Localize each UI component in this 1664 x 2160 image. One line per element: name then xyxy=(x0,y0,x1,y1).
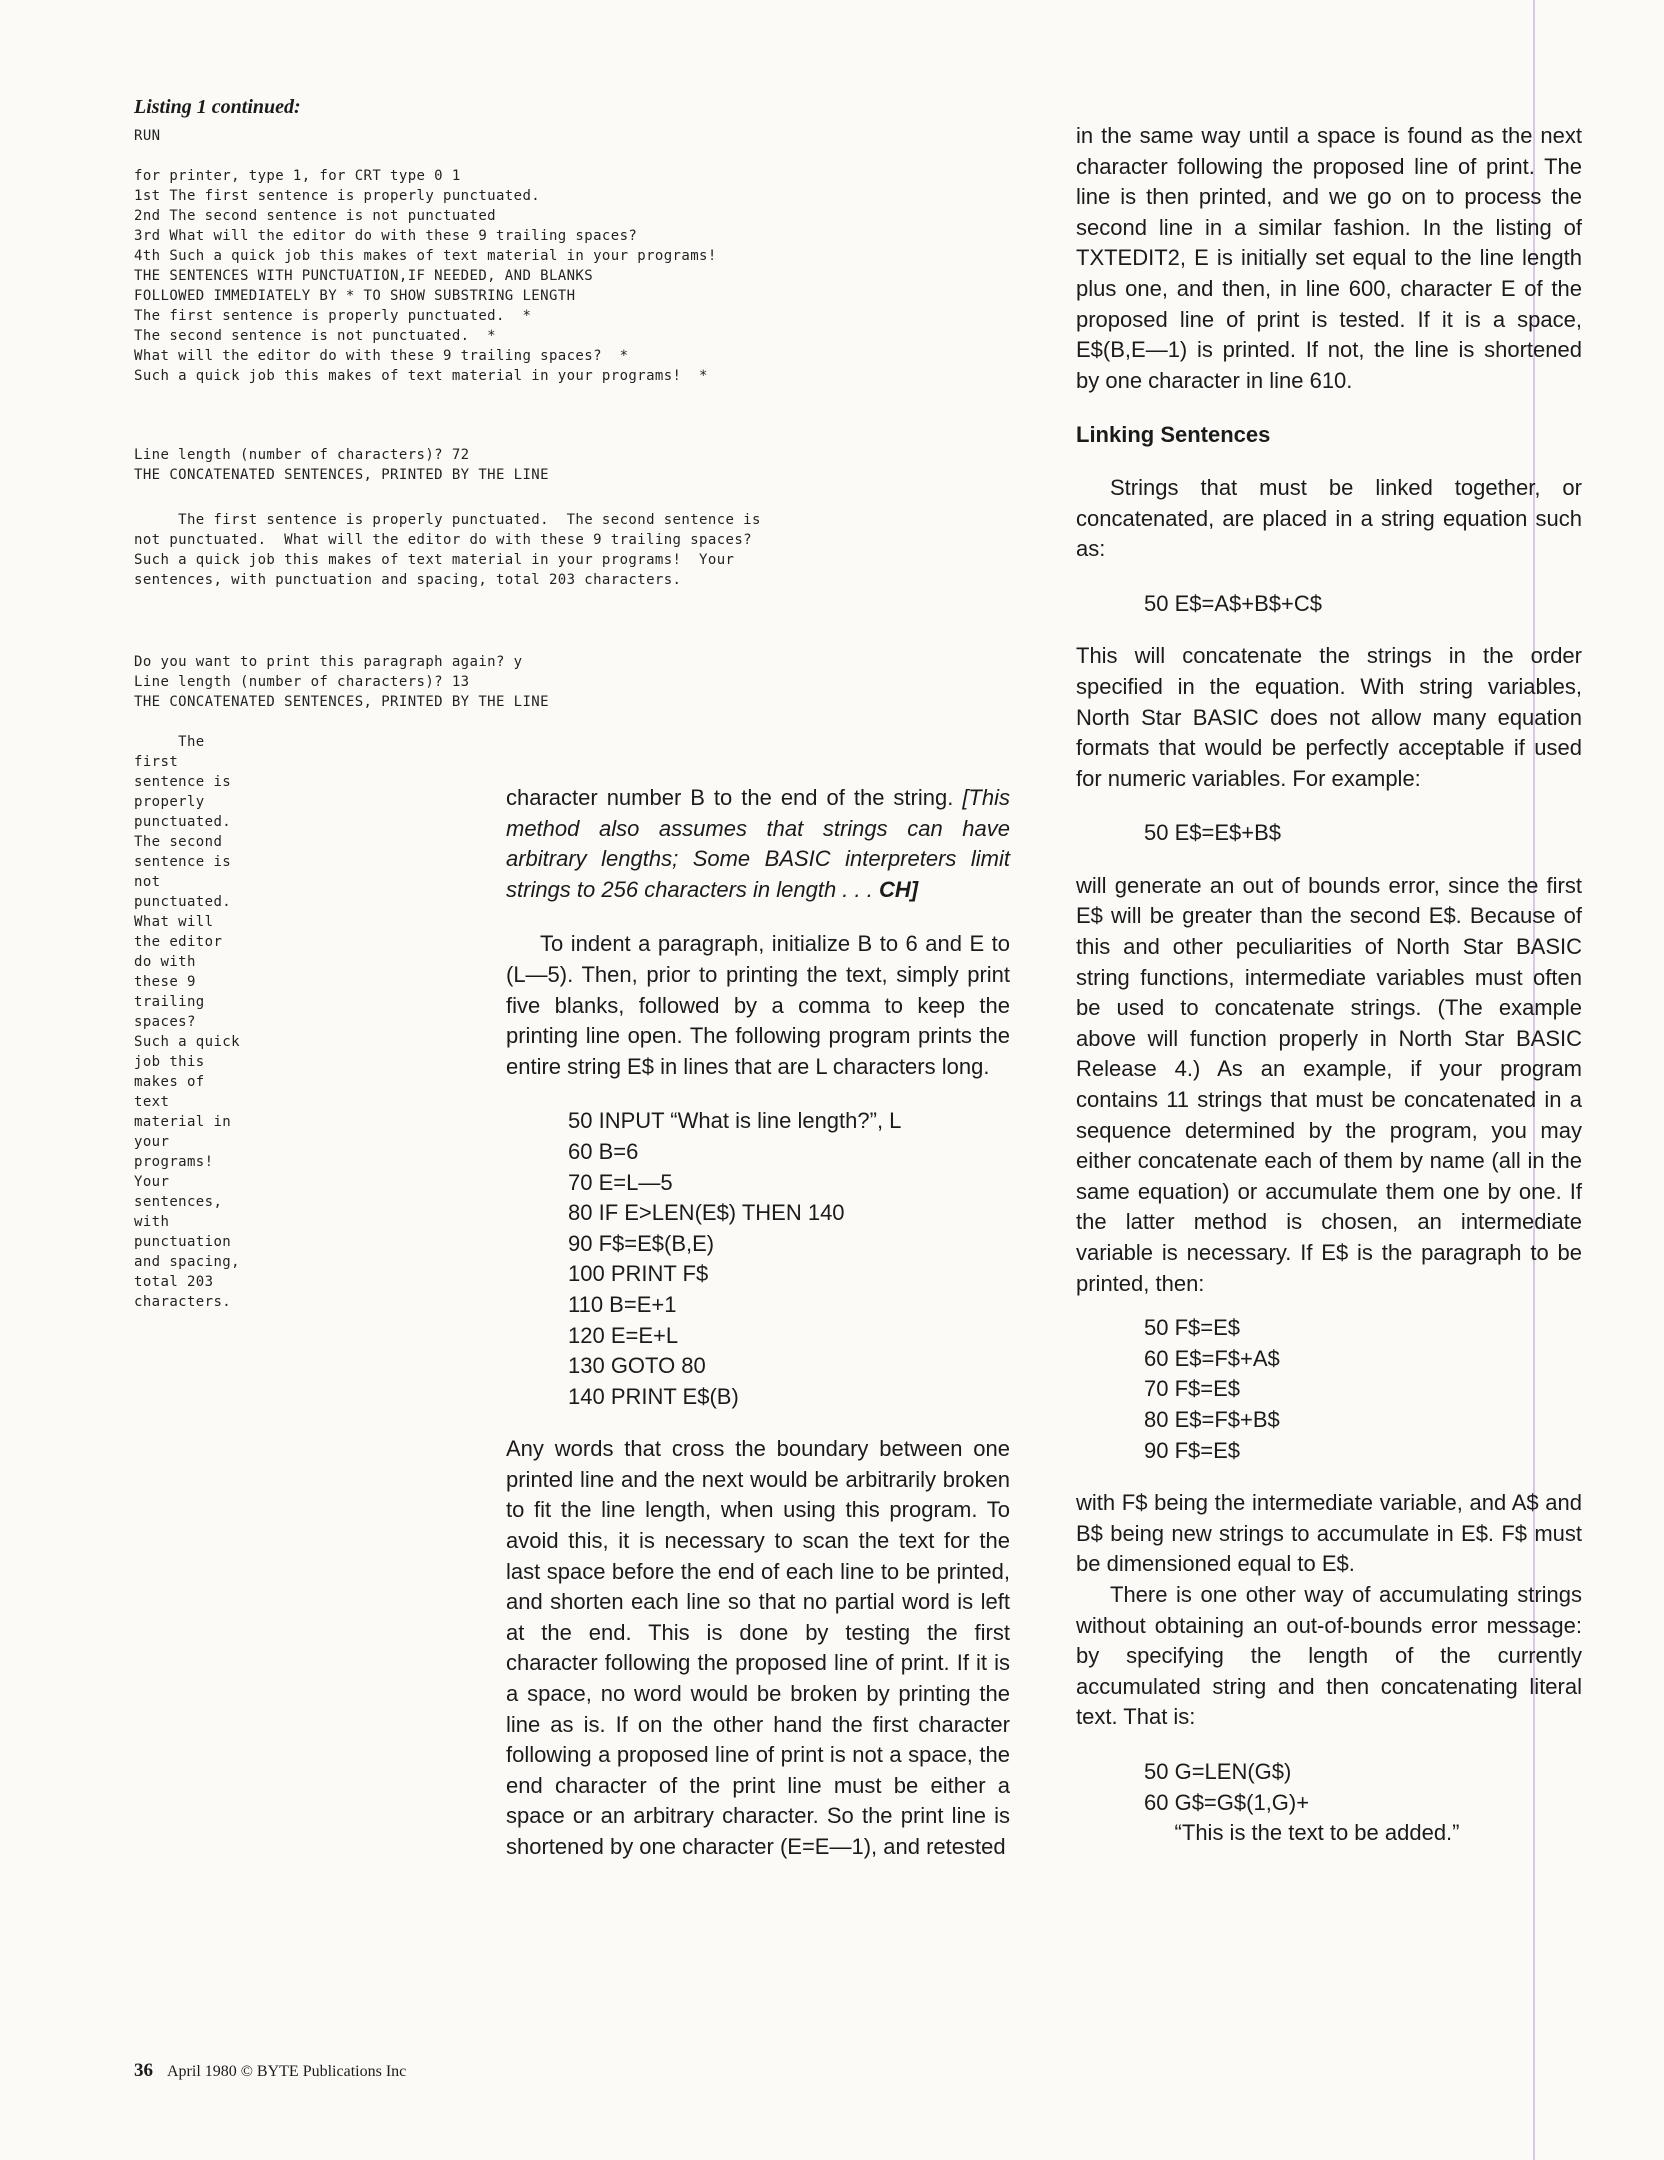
code-line: 110 B=E+1 xyxy=(568,1291,677,1317)
code-concat-example xyxy=(1076,589,1582,620)
code-line: 60 B=6 xyxy=(568,1138,639,1164)
code-line: 50 E$=A$+B$+C$ xyxy=(1144,590,1322,616)
code-line: 80 IF E>LEN(E$) THEN 140 xyxy=(568,1200,845,1226)
code-line: “This is the text to be added.” xyxy=(1144,1820,1460,1846)
middle-column xyxy=(506,783,1010,1863)
listing-output-line-length-13: Do you want to print this paragraph again? y Line length (number of characters)? 13 THE CONCATENATED SENTENCES, PRINTED BY THE LINE xyxy=(134,654,549,710)
right-paragraph-1: in the same way until a space is found as the next character following the proposed line of print. The line is then printed, and we go on to process the second line in a similar fashion. In the listing of TXTEDIT2, E is initially set equal to the line length plus one, and then, in line 600, character E of the proposed line of print is tested. If it is a space, E$(B,E—1) is printed. If not, the line is shortened by one character in line 610. xyxy=(1076,123,1582,393)
code-line: 70 E=L—5 xyxy=(568,1169,673,1195)
code-line: 60 E$=F$+A$ xyxy=(1144,1345,1280,1371)
right-paragraph-5: with F$ being the intermediate variable, and A$ and B$ being new strings to accumulate in E$. F$ must be dimensioned equal to E$. xyxy=(1076,1490,1582,1577)
right-paragraph-3: This will concatenate the strings in the order specified in the equation. With string variables, North Star BASIC does not allow many equation formats that would be perfectly acceptable if used for numeric variables. For example: xyxy=(1076,643,1582,791)
code-bounds-example xyxy=(1076,818,1582,849)
code-literal-example xyxy=(1076,1757,1582,1849)
code-line: 70 F$=E$ xyxy=(1144,1376,1241,1402)
code-line: 50 G=LEN(G$) xyxy=(1144,1758,1292,1784)
page-number: 36 xyxy=(134,2060,153,2081)
listing-output-line-length-72: Line length (number of characters)? 72 THE CONCATENATED SENTENCES, PRINTED BY THE LINE xyxy=(134,447,549,483)
listing-output-paragraph-72: The first sentence is properly punctuated. The second sentence is not punctuated. What will the editor do with these 9 trailing spaces? Such a quick job this makes of text material in your programs! Your sentences, with punctuation and spacing, total 203 characters. xyxy=(134,512,761,588)
middle-paragraph-1 xyxy=(506,783,1010,905)
footer-publication: April 1980 © BYTE Publications Inc xyxy=(167,2063,407,2080)
code-intermediate-example xyxy=(1076,1313,1582,1466)
code-line: 50 E$=E$+B$ xyxy=(1144,820,1282,846)
middle-paragraph-2: To indent a paragraph, initialize B to 6 and E to (L—5). Then, prior to printing the text, simply print five blanks, followed by a comma to keep the printing line open. The following program prints the entire string E$ in lines that are L characters long. xyxy=(506,931,1010,1079)
p1-text: character number B to the end of the string. xyxy=(506,785,963,810)
code-line: 90 F$=E$(B,E) xyxy=(568,1230,715,1256)
editor-initials: CH] xyxy=(878,876,919,902)
code-line: 130 GOTO 80 xyxy=(568,1353,706,1379)
middle-paragraph-3: Any words that cross the boundary between one printed line and the next would be arbitrarily broken to fit the line length, when using this program. To avoid this, it is necessary to scan the text for the last space before the end of each line to be printed, and shorten each line so that no partial word is left at the end. This is done by testing the first character following the proposed line of print. If it is a space, no word would be broken by printing the line as is. If on the other hand the first character following a proposed line of print is not a space, the end character of the print line must be either a space or an arbitrary character. So the print line is shortened by one character (E=E—1), and retested xyxy=(506,1436,1010,1859)
code-line: 50 F$=E$ xyxy=(1144,1315,1241,1341)
right-paragraph-6: There is one other way of accumulating strings without obtaining an out-of-bounds error message: by specifying the length of the currently accumulated string and then concatenating literal text. That is: xyxy=(1076,1581,1582,1730)
listing-output-paragraph-13: The first sentence is properly punctuated. The second sentence is not punctuated. What will the editor do with these 9 trailing spaces? Such a quick job this makes of text material in your programs! Your sentences, with punctuation and spacing, total 203 characters. xyxy=(134,734,240,1310)
right-paragraph-4: will generate an out of bounds error, since the first E$ will be greater than the second E$. Because of this and other peculiarities of North Star BASIC string functions, intermediate variables must often be used to concatenate strings. (The example above will function properly in North Star BASIC Release 4.) As an example, if your program contains 11 strings that must be concatenated in a sequence determined by the program, you may either concatenate each of them by name (all in the same equation) or accumulate them one by one. If the latter method is chosen, an intermediate variable is necessary. If E$ is the paragraph to be printed, then: xyxy=(1076,872,1582,1296)
listing-run-command: RUN xyxy=(134,128,161,144)
editor-note: [This method also assumes that strings can have arbitrary lengths; Some BASIC interpreters limit strings to 256 characters in length . . . xyxy=(506,785,1010,902)
code-line: 140 PRINT E$(B) xyxy=(568,1383,739,1409)
code-line: 120 E=E+L xyxy=(568,1322,679,1348)
right-column xyxy=(1076,121,1582,1871)
program-listing xyxy=(506,1106,1010,1412)
code-line: 100 PRINT F$ xyxy=(568,1261,709,1287)
code-line: 50 INPUT “What is line length?”, L xyxy=(568,1108,902,1134)
section-heading: Linking Sentences xyxy=(1076,422,1271,448)
listing-output-sentences: for printer, type 1, for CRT type 0 1 1st The first sentence is properly punctuated. 2nd The second sentence is not punctuated 3rd What will the editor do with these 9 trailing spaces? 4th Such a quick job this makes of text material in your programs! THE SENTENCES WITH PUNCTUATION,IF NEEDED, AND BLANKS FOLLOWED IMMEDIATELY BY * TO SHOW SUBSTRING LENGTH The first sentence is properly punctuated. * The second sentence is not punctuated. * What will the editor do with these 9 trailing spaces? * Such a quick job this makes of text material in your programs! * xyxy=(134,168,717,384)
code-line: 80 E$=F$+B$ xyxy=(1144,1406,1280,1432)
right-paragraph-2: Strings that must be linked together, or concatenated, are placed in a string equation such as: xyxy=(1076,474,1582,562)
code-line: 90 F$=E$ xyxy=(1144,1437,1241,1463)
page-footer xyxy=(134,2060,406,2082)
code-line: 60 G$=G$(1,G)+ xyxy=(1144,1789,1310,1815)
listing-title: Listing 1 continued: xyxy=(134,96,301,118)
